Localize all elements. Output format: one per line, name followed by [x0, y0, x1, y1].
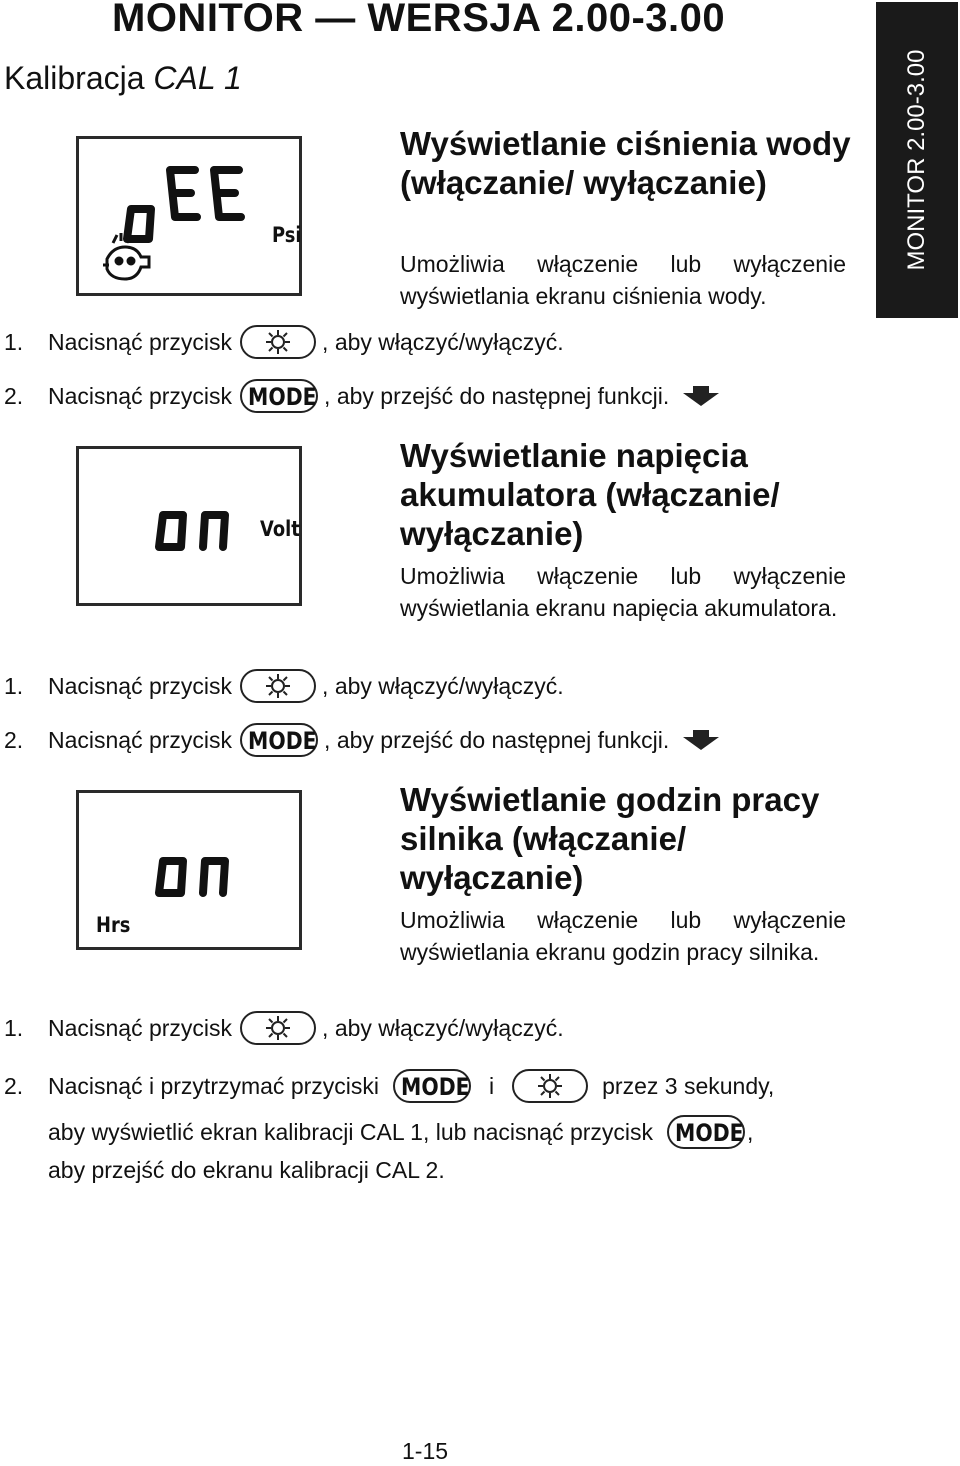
- light-button[interactable]: [240, 1011, 316, 1045]
- step-toggle-engine-hours: 1. Nacisnąć przycisk , aby włączyć/wyłączyć.: [4, 1012, 564, 1045]
- section-heading-water-pressure: Wyświetlanie ciśnienia wody (włączanie/ wyłączanie): [400, 125, 851, 201]
- step-toggle-water-pressure: 1. Nacisnąć przycisk , aby włączyć/wyłączyć.: [4, 326, 564, 359]
- lcd-display-water-pressure: [76, 136, 302, 296]
- side-tab-label: MONITOR 2.00-3.00: [903, 49, 930, 271]
- section-subtitle: Kalibracja CAL 1: [4, 60, 242, 96]
- mode-button[interactable]: MODE: [240, 723, 318, 757]
- section-description-water-pressure: Umożliwia włączenie lub wyłączenie wyświetlania ekranu ciśnienia wody.: [400, 251, 846, 309]
- step-toggle-battery-voltage: 1. Nacisnąć przycisk , aby włączyć/wyłączyć.: [4, 670, 564, 703]
- lcd-unit-label: Psi: [272, 223, 302, 247]
- lcd-unit-label: Hrs: [96, 913, 131, 937]
- light-button[interactable]: [240, 669, 316, 703]
- light-button[interactable]: [512, 1069, 588, 1103]
- lcd-segments-off: [79, 139, 305, 299]
- section-description-engine-hours: Umożliwia włączenie lub wyłączenie wyświetlania ekranu godzin pracy silnika.: [400, 907, 846, 965]
- page-title: MONITOR — WERSJA 2.00-3.00: [112, 0, 726, 40]
- lcd-display-engine-hours: [76, 790, 302, 950]
- arrow-down-icon: [681, 384, 721, 408]
- step-next-function-1: 2. Nacisnąć przycisk MODE , aby przejść do następnej funkcji.: [4, 380, 721, 413]
- step-next-function-2: 2. Nacisnąć przycisk MODE , aby przejść do następnej funkcji.: [4, 724, 721, 757]
- step-calibration-line3: aby przejść do ekranu kalibracji CAL 2.: [48, 1157, 445, 1183]
- side-tab: [876, 2, 958, 318]
- mode-button[interactable]: MODE: [667, 1115, 745, 1149]
- section-heading-battery-voltage: Wyświetlanie napięcia akumulatora (włączanie/ wyłączanie): [400, 437, 780, 552]
- sun-light-icon: [530, 1072, 570, 1100]
- section-heading-engine-hours: Wyświetlanie godzin pracy silnika (włączanie/ wyłączanie): [400, 781, 820, 896]
- mode-button[interactable]: MODE: [393, 1069, 471, 1103]
- sun-light-icon: [258, 1014, 298, 1042]
- arrow-down-icon: [681, 728, 721, 752]
- lcd-unit-label: Volt: [260, 517, 300, 541]
- step-calibration-entry: 2. Nacisnąć i przytrzymać przyciski MODE i przez 3 sekundy,: [4, 1070, 774, 1103]
- light-button[interactable]: [240, 325, 316, 359]
- lcd-display-battery-voltage: [76, 446, 302, 606]
- step-calibration-line2: aby wyświetlić ekran kalibracji CAL 1, lub nacisnąć przycisk MODE ,: [48, 1116, 753, 1149]
- page-number: 1-15: [402, 1438, 449, 1464]
- sun-light-icon: [258, 328, 298, 356]
- mode-button[interactable]: MODE: [240, 379, 318, 413]
- sun-light-icon: [258, 672, 298, 700]
- section-description-battery-voltage: Umożliwia włączenie lub wyłączenie wyświetlania ekranu napięcia akumulatora.: [400, 563, 846, 621]
